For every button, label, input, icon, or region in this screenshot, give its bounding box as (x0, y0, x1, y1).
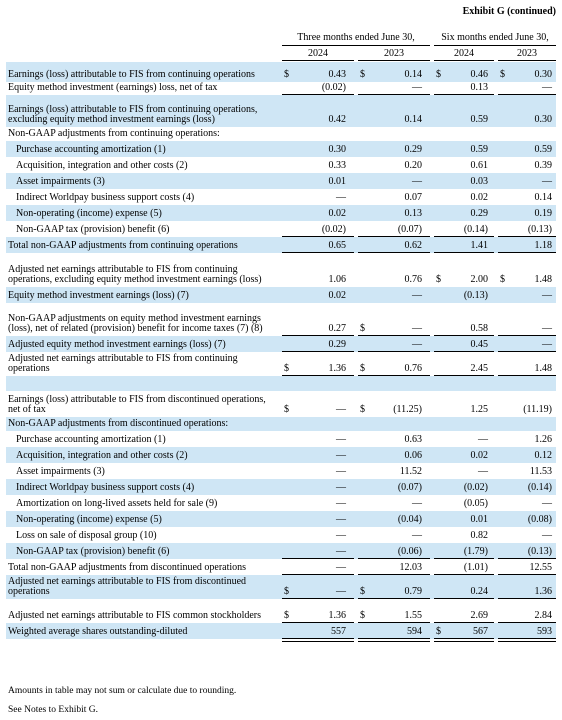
dollar-sign: $ (500, 274, 505, 285)
cell-value: 0.06 (404, 450, 422, 461)
cell-value: — (478, 434, 488, 445)
row-label: Non-GAAP tax (provision) benefit (6) (16, 546, 170, 557)
table-row (6, 127, 556, 141)
table-row (6, 527, 556, 543)
cell-value: 0.63 (404, 434, 422, 445)
cell-value: 0.29 (404, 144, 422, 155)
cell-value: 1.36 (328, 610, 346, 621)
row-label: Total non-GAAP adjustments from continuing operations (8, 240, 238, 251)
table-row (6, 495, 556, 511)
table-row (6, 336, 556, 352)
table-row (6, 417, 556, 431)
table-row (6, 543, 556, 559)
double-underline (498, 638, 556, 642)
cell-value: 0.62 (404, 240, 422, 251)
cell-value: (0.14) (527, 482, 552, 493)
cell-value: (0.13) (527, 224, 552, 235)
row-label: Non-GAAP adjustments from continuing operations: (8, 128, 220, 139)
cell-value: 0.30 (328, 144, 346, 155)
cell-value: (0.06) (397, 546, 422, 557)
cell-value: (0.05) (463, 498, 488, 509)
cell-value: — (336, 466, 346, 477)
row-label: Weighted average shares outstanding-diluted (8, 626, 188, 637)
cell-value: 0.13 (404, 208, 422, 219)
dollar-sign: $ (360, 586, 365, 597)
dollar-sign: $ (360, 69, 365, 80)
row-label: Indirect Worldpay business support costs (4) (16, 482, 195, 493)
row-label: Adjusted net earnings attributable to FIS from continuing operations (8, 353, 238, 374)
cell-value: 0.59 (470, 114, 488, 125)
cell-value: — (412, 290, 422, 301)
row-label: Amortization on long-lived assets held for sale (9) (16, 498, 218, 509)
three-months-header: Three months ended June 30, (297, 32, 415, 43)
cell-value: — (542, 323, 552, 334)
cell-value: (1.79) (463, 546, 488, 557)
cell-value: 0.43 (328, 69, 346, 80)
cell-value: 0.14 (404, 69, 422, 80)
double-underline (434, 638, 494, 642)
table-row (6, 599, 556, 623)
cell-value: — (336, 450, 346, 461)
table-row (6, 287, 556, 303)
financial-table (6, 62, 556, 639)
cell-value: 11.52 (399, 466, 422, 477)
table-row (6, 376, 556, 391)
table-row (6, 62, 556, 82)
table-row (6, 463, 556, 479)
cell-value: (0.02) (321, 82, 346, 93)
row-label: Asset impairments (3) (16, 466, 105, 477)
cell-value: 0.30 (534, 114, 552, 125)
year-underline-4 (498, 60, 556, 61)
cell-value: 2.00 (470, 274, 488, 285)
cell-value: — (412, 498, 422, 509)
dollar-sign: $ (284, 610, 289, 621)
cell-value: 0.30 (534, 69, 552, 80)
cell-value: 0.61 (470, 160, 488, 171)
cell-value: 0.76 (404, 363, 422, 374)
row-label: Non-GAAP adjustments on equity method investment earnings (loss), net of related (provision) benefit for income taxes (7) (8) (8, 313, 263, 334)
row-label: Adjusted net earnings attributable to FIS common stockholders (8, 610, 262, 621)
dollar-sign: $ (360, 363, 365, 374)
table-row (6, 559, 556, 575)
row-label: Non-GAAP adjustments from discontinued operations: (8, 418, 229, 429)
cell-value: 0.24 (470, 586, 488, 597)
row-label: Acquisition, integration and other costs (2) (16, 450, 188, 461)
table-row (6, 447, 556, 463)
table-row (6, 352, 556, 376)
cell-value: 0.02 (328, 208, 346, 219)
year-col-1: 2024 (308, 48, 328, 59)
cell-value: — (336, 530, 346, 541)
row-label: Equity method investment earnings (loss) (7) (8, 290, 189, 301)
cell-value: 1.48 (534, 274, 552, 285)
dollar-sign: $ (360, 404, 365, 415)
cell-value: 0.12 (534, 450, 552, 461)
table-row (6, 189, 556, 205)
cell-value: — (412, 82, 422, 93)
three-months-underline (282, 45, 430, 46)
cell-value: — (336, 404, 346, 415)
row-label: Non-GAAP tax (provision) benefit (6) (16, 224, 170, 235)
cell-value: 1.06 (328, 274, 346, 285)
cell-value: (0.07) (397, 482, 422, 493)
cell-value: 1.18 (534, 240, 552, 251)
cell-value: — (336, 192, 346, 203)
cell-value: 1.36 (534, 586, 552, 597)
cell-value: — (336, 586, 346, 597)
cell-value: 0.01 (470, 514, 488, 525)
table-row (6, 575, 556, 599)
cell-value: 0.01 (328, 176, 346, 187)
cell-value: — (336, 498, 346, 509)
six-months-underline (434, 45, 556, 46)
cell-value: 0.14 (534, 192, 552, 203)
row-label: Purchase accounting amortization (1) (16, 144, 166, 155)
row-label: Total non-GAAP adjustments from discontinued operations (8, 562, 247, 573)
cell-value: 1.48 (534, 363, 552, 374)
dollar-sign: $ (284, 363, 289, 374)
year-underline-3 (434, 60, 494, 61)
table-row (6, 173, 556, 189)
cell-value: — (336, 546, 346, 557)
cell-value: 2.69 (470, 610, 488, 621)
table-row (6, 253, 556, 287)
cell-value: — (542, 498, 552, 509)
cell-value: — (336, 434, 346, 445)
row-label: Purchase accounting amortization (1) (16, 434, 166, 445)
year-col-3: 2024 (454, 48, 474, 59)
double-underline (282, 638, 354, 642)
row-label: Adjusted net earnings attributable to FIS from discontinued operations (8, 576, 247, 597)
table-row (6, 623, 556, 639)
cell-value: 12.03 (399, 562, 422, 573)
cell-value: — (542, 82, 552, 93)
cell-value: 0.02 (470, 450, 488, 461)
year-col-4: 2023 (517, 48, 537, 59)
row-label: Earnings (loss) attributable to FIS from continuing operations (8, 69, 255, 80)
table-row (6, 237, 556, 253)
cell-value: — (412, 323, 422, 334)
dollar-sign: $ (284, 586, 289, 597)
cell-value: 0.59 (534, 144, 552, 155)
cell-value: 0.02 (470, 192, 488, 203)
cell-value: 0.13 (470, 82, 488, 93)
double-underline (358, 638, 430, 642)
table-row (6, 391, 556, 417)
cell-value: 0.58 (470, 323, 488, 334)
cell-value: 11.53 (529, 466, 552, 477)
cell-value: 1.55 (404, 610, 422, 621)
table-row (6, 479, 556, 495)
row-label: Equity method investment (earnings) loss, net of tax (8, 82, 218, 93)
cell-value: (11.25) (393, 404, 422, 415)
table-row (6, 431, 556, 447)
dollar-sign: $ (500, 69, 505, 80)
cell-value: 0.45 (470, 339, 488, 350)
dollar-sign: $ (360, 323, 365, 334)
cell-value: — (336, 562, 346, 573)
cell-value: 0.14 (404, 114, 422, 125)
year-underline-2 (358, 60, 430, 61)
row-label: Non-operating (income) expense (5) (16, 208, 162, 219)
cell-value: (0.04) (397, 514, 422, 525)
cell-value: (11.19) (523, 404, 552, 415)
row-label: Adjusted equity method investment earnings (loss) (7) (8, 339, 226, 350)
table-row (6, 303, 556, 336)
dollar-sign: $ (284, 69, 289, 80)
row-label: Asset impairments (3) (16, 176, 105, 187)
rounding-note: Amounts in table may not sum or calculate due to rounding. (8, 686, 237, 696)
cell-value: (1.01) (463, 562, 488, 573)
cell-value: 594 (407, 626, 422, 637)
six-months-header: Six months ended June 30, (441, 32, 549, 43)
table-row (6, 205, 556, 221)
table-row (6, 95, 556, 127)
cell-value: — (336, 514, 346, 525)
cell-value: 0.02 (328, 290, 346, 301)
table-row (6, 157, 556, 173)
dollar-sign: $ (436, 274, 441, 285)
cell-value: 0.42 (328, 114, 346, 125)
cell-value: 0.27 (328, 323, 346, 334)
dollar-sign: $ (360, 610, 365, 621)
cell-value: 1.36 (328, 363, 346, 374)
year-col-2: 2023 (384, 48, 404, 59)
cell-value: (0.14) (463, 224, 488, 235)
cell-value: (0.02) (463, 482, 488, 493)
cell-value: 0.07 (404, 192, 422, 203)
cell-value: 1.26 (534, 434, 552, 445)
cell-value: — (336, 482, 346, 493)
cell-value: (0.13) (527, 546, 552, 557)
cell-value: 0.03 (470, 176, 488, 187)
table-row (6, 221, 556, 237)
dollar-sign: $ (436, 626, 441, 637)
cell-value: 557 (331, 626, 346, 637)
dollar-sign: $ (436, 69, 441, 80)
dollar-sign: $ (284, 404, 289, 415)
table-row (6, 141, 556, 157)
cell-value: 2.45 (470, 363, 488, 374)
cell-value: (0.13) (463, 290, 488, 301)
cell-value: 0.76 (404, 274, 422, 285)
cell-value: — (412, 339, 422, 350)
cell-value: 0.46 (470, 69, 488, 80)
cell-value: 12.55 (529, 562, 552, 573)
cell-value: 593 (537, 626, 552, 637)
cell-value: 1.25 (470, 404, 488, 415)
cell-value: — (542, 530, 552, 541)
row-label: Adjusted net earnings attributable to FIS from continuing operations, excluding equity method investment earnings (loss) (8, 264, 262, 285)
cell-value: 0.20 (404, 160, 422, 171)
cell-value: — (542, 290, 552, 301)
table-row (6, 511, 556, 527)
cell-value: 0.59 (470, 144, 488, 155)
cell-value: 0.29 (328, 339, 346, 350)
row-label: Earnings (loss) attributable to FIS from discontinued operations, net of tax (8, 394, 266, 415)
cell-value: (0.02) (321, 224, 346, 235)
cell-value: 2.84 (534, 610, 552, 621)
row-label: Non-operating (income) expense (5) (16, 514, 162, 525)
cell-value: — (542, 339, 552, 350)
cell-value: 567 (473, 626, 488, 637)
row-label: Indirect Worldpay business support costs (4) (16, 192, 195, 203)
cell-value: 0.33 (328, 160, 346, 171)
cell-value: 0.65 (328, 240, 346, 251)
cell-value: — (412, 530, 422, 541)
year-underline-1 (282, 60, 354, 61)
cell-value: 0.82 (470, 530, 488, 541)
cell-value: — (412, 176, 422, 187)
cell-value: — (478, 466, 488, 477)
cell-value: (0.08) (527, 514, 552, 525)
row-label: Acquisition, integration and other costs (2) (16, 160, 188, 171)
cell-value: 0.39 (534, 160, 552, 171)
row-label: Earnings (loss) attributable to FIS from continuing operations, excluding equity method investment earnings (loss) (8, 104, 258, 125)
see-notes: See Notes to Exhibit G. (8, 705, 98, 715)
cell-value: 0.19 (534, 208, 552, 219)
row-label: Loss on sale of disposal group (10) (16, 530, 157, 541)
exhibit-title: Exhibit G (continued) (462, 6, 556, 17)
cell-value: 0.79 (404, 586, 422, 597)
cell-value: 0.29 (470, 208, 488, 219)
cell-value: (0.07) (397, 224, 422, 235)
cell-value: 1.41 (470, 240, 488, 251)
cell-value: — (542, 176, 552, 187)
table-row (6, 82, 556, 95)
